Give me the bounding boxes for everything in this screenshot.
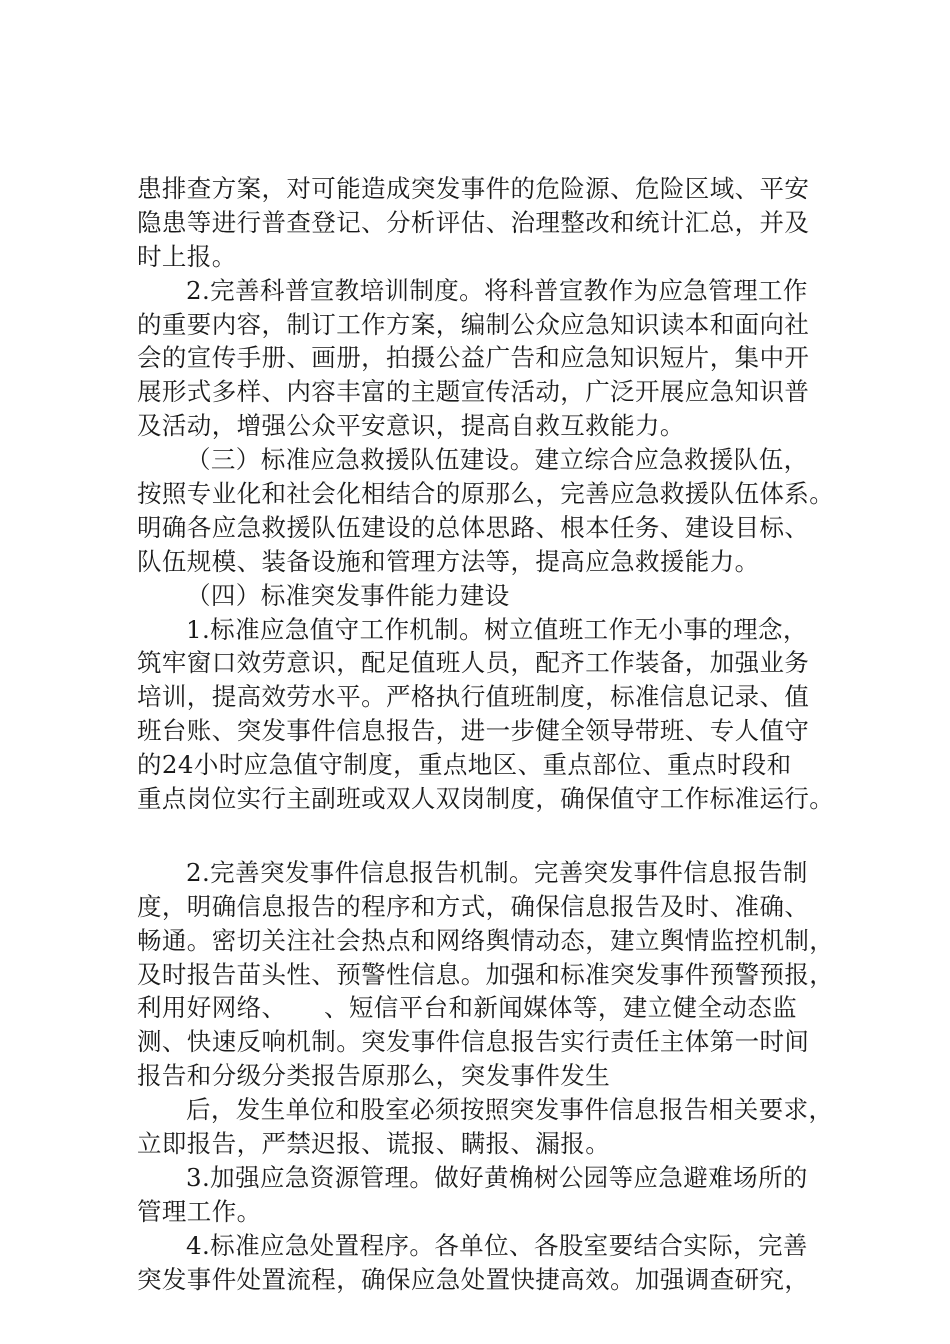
text-line: 度，明确信息报告的程序和方式，确保信息报告及时、准确、: [137, 891, 810, 921]
section-heading-4: （四）标准突发事件能力建设: [186, 580, 510, 610]
text-line: 班台账、突发事件信息报告，进一步健全领导带班、专人值守: [137, 716, 810, 746]
paragraph-start: 1.标准应急值守工作机制。树立值班工作无小事的理念，: [186, 614, 808, 644]
text-line: 展形式多样、内容丰富的主题宣传活动，广泛开展应急知识普: [137, 377, 810, 407]
text-line: 队伍规模、装备设施和管理方法等，提高应急救援能力。: [137, 546, 760, 576]
paragraph-start: 3.加强应急资源管理。做好黄桷树公园等应急避难场所的: [186, 1162, 808, 1192]
text-line: 明确各应急救援队伍建设的总体思路、根本任务、建设目标、: [137, 512, 810, 542]
paragraph-start: 2.完善科普宣教培训制度。将科普宣教作为应急管理工作: [186, 275, 808, 305]
text-line: 隐患等进行普查登记、分析评估、治理整改和统计汇总，并及: [137, 207, 810, 237]
paragraph-start: 2.完善突发事件信息报告机制。完善突发事件信息报告制: [186, 857, 808, 887]
text-line: 测、快速反响机制。突发事件信息报告实行责任主体第一时间: [137, 1027, 810, 1057]
text-line: 管理工作。: [137, 1196, 262, 1226]
paragraph-gap: [137, 816, 837, 856]
text-line: 的重要内容，制订工作方案，编制公众应急知识读本和面向社: [137, 309, 810, 339]
text-line: 报告和分级分类报告原那么，突发事件发生: [137, 1061, 611, 1091]
text-line: 筑牢窗口效劳意识，配足值班人员，配齐工作装备，加强业务: [137, 648, 810, 678]
text-line: 按照专业化和社会化相结合的原那么，完善应急救援队伍体系。: [137, 479, 835, 509]
text-line: 及活动，增强公众平安意识，提高自救互救能力。: [137, 411, 685, 441]
text-line: 利用好网络、 、短信平台和新闻媒体等，建立健全动态监: [137, 993, 798, 1023]
text-line: 的24小时应急值守制度，重点地区、重点部位、重点时段和: [137, 750, 792, 780]
text-line: 及时报告苗头性、预警性信息。加强和标准突发事件预警预报，: [137, 959, 835, 989]
text-line: 突发事件处置流程，确保应急处置快捷高效。加强调查研究，: [137, 1264, 810, 1294]
paragraph-start: 后，发生单位和股室必须按照突发事件信息报告相关要求，: [186, 1095, 834, 1125]
text-line: 畅通。密切关注社会热点和网络舆情动态，建立舆情监控机制，: [137, 925, 835, 955]
text-line: 患排查方案，对可能造成突发事件的危险源、危险区域、平安: [137, 174, 810, 203]
text-line: 重点岗位实行主副班或双人双岗制度，确保值守工作标准运行。: [137, 784, 835, 814]
text-line: 时上报。: [137, 241, 237, 271]
text-line: 立即报告，严禁迟报、谎报、瞒报、漏报。: [137, 1129, 611, 1159]
paragraph-start: 4.标准应急处置程序。各单位、各股室要结合实际，完善: [186, 1230, 808, 1260]
document-body: [137, 172, 837, 1297]
section-heading-3: （三）标准应急救援队伍建设。建立综合应急救援队伍，: [186, 445, 809, 475]
text-line: 会的宣传手册、画册，拍摄公益广告和应急知识短片，集中开: [137, 343, 810, 373]
text-line: 培训，提高效劳水平。严格执行值班制度，标准信息记录、值: [137, 682, 810, 712]
